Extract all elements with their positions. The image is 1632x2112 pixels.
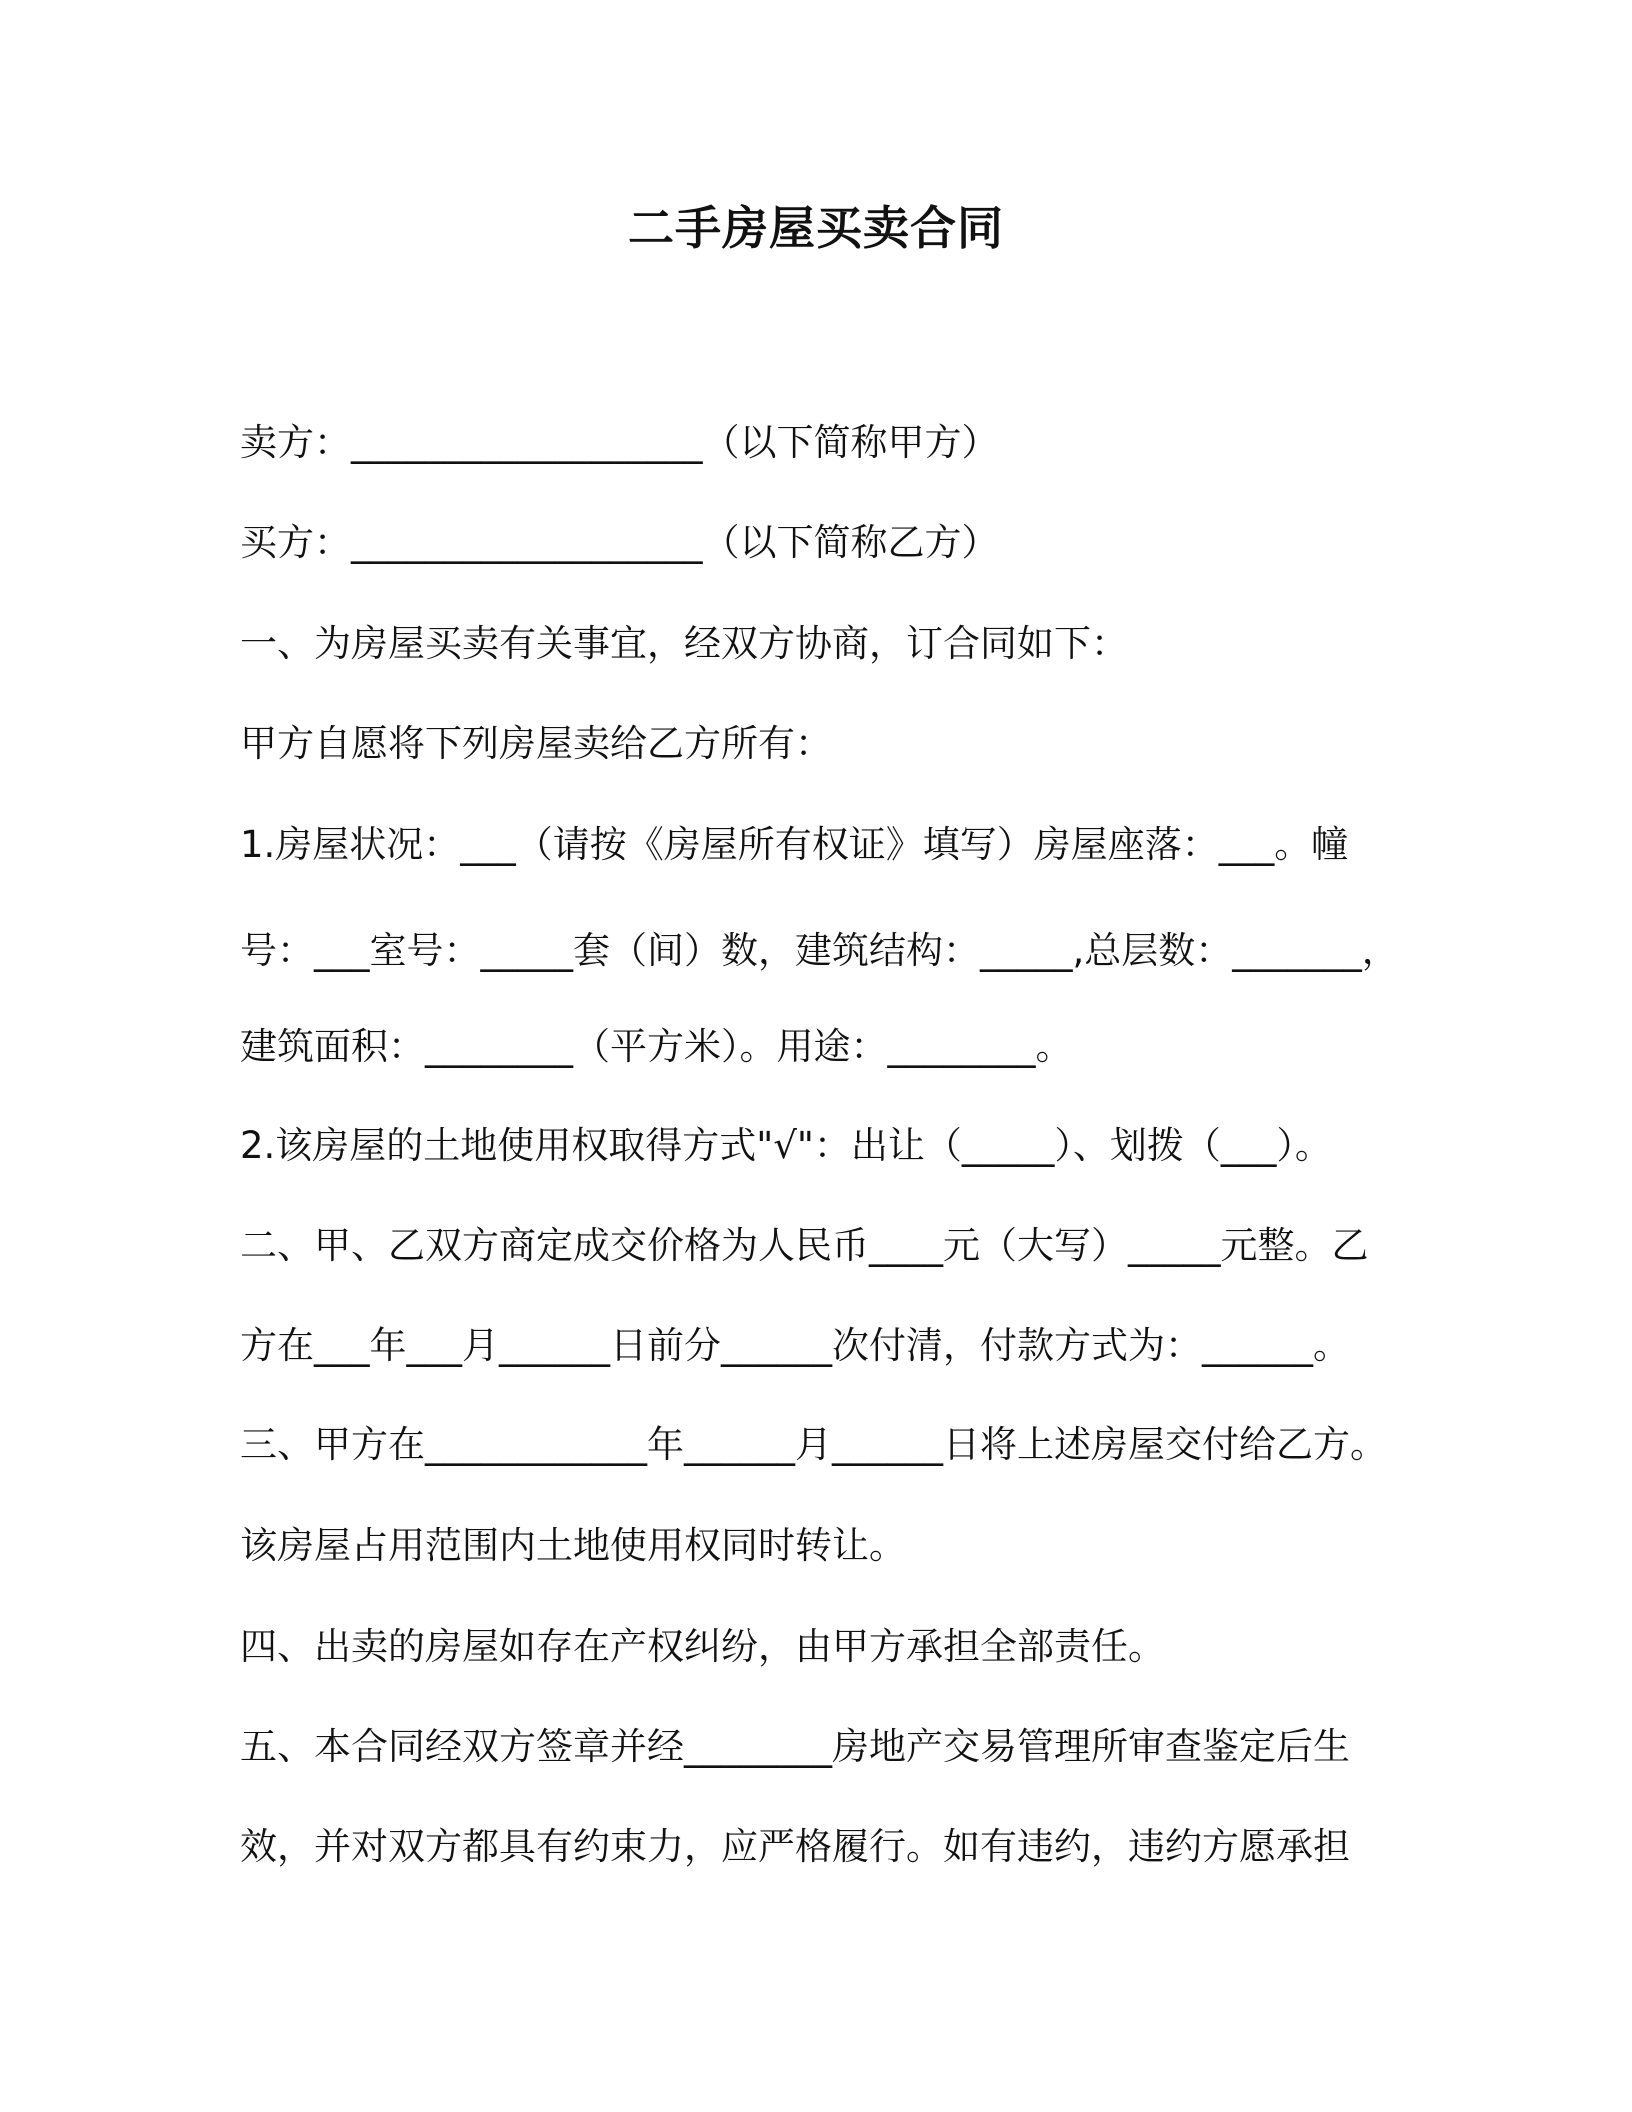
clause-1-item-2: 2.该房屋的土地使用权取得方式"√"：出让（_____）、划拨（___）。: [240, 1124, 1332, 1167]
clause-3-line-2: 该房屋占用范围内土地使用权同时转让。: [240, 1524, 906, 1567]
clause-1-item-1-line-1: 1.房屋状况：___（请按《房屋所有权证》填写）房屋座落：___。幢: [240, 823, 1349, 866]
document-title: 二手房屋买卖合同: [628, 201, 1004, 255]
clause-1-intro: 甲方自愿将下列房屋卖给乙方所有：: [240, 722, 832, 765]
clause-5-line-1: 五、本合同经双方签章并经________房地产交易管理所审查鉴定后生: [240, 1725, 1350, 1768]
clause-2-line-1: 二、甲、乙双方商定成交价格为人民币____元（大写）_____元整。乙: [240, 1224, 1369, 1267]
clause-4: 四、出卖的房屋如存在产权纠纷，由甲方承担全部责任。: [240, 1625, 1165, 1668]
clause-3-line-1: 三、甲方在____________年______月______日将上述房屋交付给乙方。: [240, 1423, 1387, 1466]
clause-1-item-1-line-2: 号：___室号：_____套（间）数，建筑结构：_____,总层数：_______，: [240, 929, 1399, 972]
clause-1-item-1-line-3: 建筑面积：________（平方米）。用途：________。: [240, 1025, 1073, 1068]
seller-line: 卖方：___________________（以下简称甲方）: [240, 421, 999, 464]
buyer-line: 买方：___________________（以下简称乙方）: [240, 521, 999, 564]
clause-2-line-2: 方在___年___月______日前分______次付清，付款方式为：______。: [240, 1324, 1350, 1367]
clause-1-heading: 一、为房屋买卖有关事宜，经双方协商，订合同如下：: [240, 622, 1128, 665]
clause-5-line-2: 效，并对双方都具有约束力，应严格履行。如有违约，违约方愿承担: [240, 1825, 1350, 1868]
